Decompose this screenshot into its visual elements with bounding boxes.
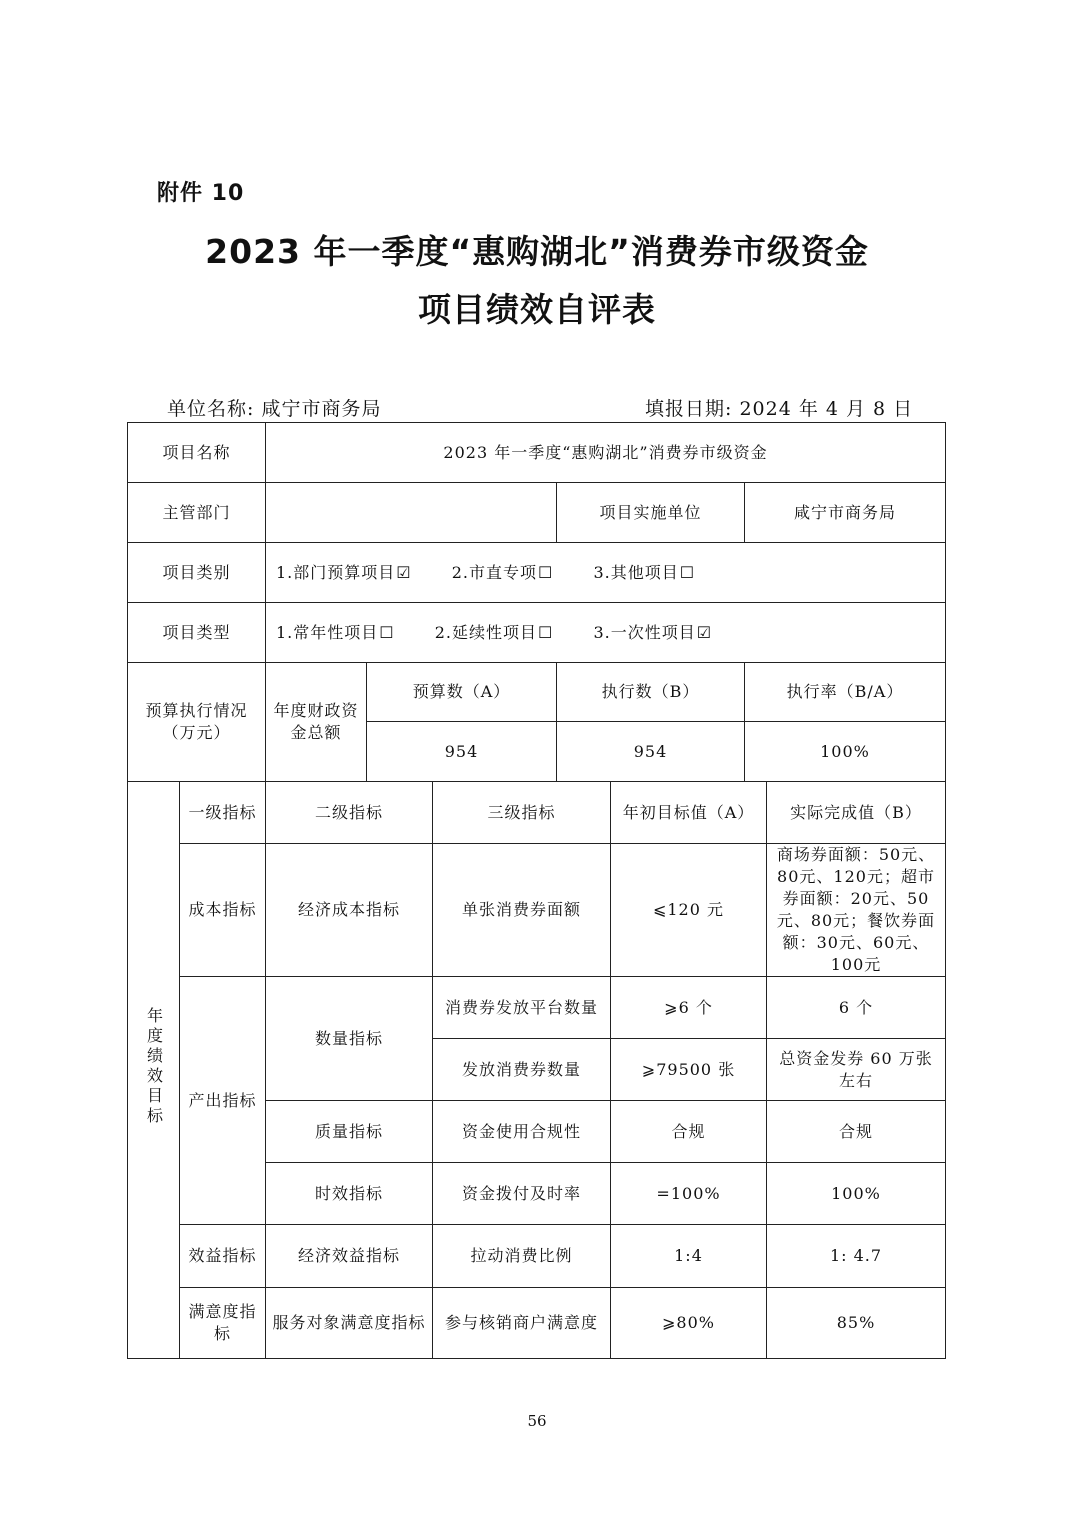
header-target: 年初目标值（A）	[611, 782, 767, 844]
performance-table	[127, 422, 946, 1359]
budget-val-b: 954	[557, 722, 745, 782]
cost-level3: 单张消费券面额	[433, 844, 611, 977]
dept-label: 主管部门	[128, 483, 266, 543]
satisfaction-target: ⩾80%	[611, 1288, 767, 1359]
checkbox-icon: ☐	[679, 562, 696, 582]
unit-name	[167, 394, 381, 421]
type-option-1: 1.常年性项目	[276, 622, 379, 642]
checked-box-icon: ☑	[396, 562, 412, 582]
row-category	[128, 543, 946, 603]
q2-level3: 发放消费券数量	[433, 1039, 611, 1101]
quality-target: 合规	[611, 1101, 767, 1163]
row-satisfaction	[128, 1288, 946, 1359]
impl-unit-value: 咸宁市商务局	[745, 483, 946, 543]
satisfaction-level3: 参与核销商户满意度	[433, 1288, 611, 1359]
cost-level2: 经济成本指标	[266, 844, 433, 977]
type-options	[266, 603, 946, 663]
time-label: 时效指标	[266, 1163, 433, 1225]
time-target: =100%	[611, 1163, 767, 1225]
impl-unit-label: 项目实施单位	[557, 483, 745, 543]
checkbox-icon: ☐	[538, 622, 554, 642]
cost-actual: 商场券面额：50元、80元、120元；超市券面额：20元、50元、80元；餐饮券面额：30元、60元、100元	[767, 844, 946, 977]
row-benefit	[128, 1225, 946, 1288]
row-type	[128, 603, 946, 663]
budget-col-a: 预算数（A）	[367, 663, 557, 722]
page-title-line2: 项目绩效自评表	[418, 290, 656, 329]
category-options	[266, 543, 946, 603]
category-option-2: 2.市直专项	[451, 562, 537, 582]
budget-col-rate: 执行率（B/A）	[745, 663, 946, 722]
satisfaction-level2: 服务对象满意度指标	[266, 1288, 433, 1359]
benefit-target: 1:4	[611, 1225, 767, 1288]
row-cost	[128, 844, 946, 977]
satisfaction-actual: 85%	[767, 1288, 946, 1359]
row-dept	[128, 483, 946, 543]
time-actual: 100%	[767, 1163, 946, 1225]
quantity-label: 数量指标	[266, 977, 433, 1101]
fill-date-label: 填报日期:	[645, 398, 733, 420]
output-level1: 产出指标	[180, 977, 266, 1225]
header-level2: 二级指标	[266, 782, 433, 844]
perf-side-text: 年度绩效目标	[144, 1007, 164, 1127]
benefit-level3: 拉动消费比例	[433, 1225, 611, 1288]
budget-label: 预算执行情况（万元）	[128, 663, 266, 782]
row-project-name	[128, 423, 946, 483]
project-name-value: 2023 年一季度“惠购湖北”消费券市级资金	[266, 423, 946, 483]
category-option-1: 1.部门预算项目	[276, 562, 396, 582]
page-number: 56	[527, 1412, 547, 1430]
perf-side-label	[128, 782, 180, 1359]
budget-val-a: 954	[367, 722, 557, 782]
benefit-actual: 1: 4.7	[767, 1225, 946, 1288]
type-option-2: 2.延续性项目	[434, 622, 537, 642]
project-name-label: 项目名称	[128, 423, 266, 483]
row-budget-header	[128, 663, 946, 722]
header-level1: 一级指标	[180, 782, 266, 844]
time-level3: 资金拨付及时率	[433, 1163, 611, 1225]
benefit-level2: 经济效益指标	[266, 1225, 433, 1288]
unit-name-label: 单位名称:	[167, 398, 255, 420]
budget-sub-label: 年度财政资金总额	[266, 663, 367, 782]
budget-col-b: 执行数（B）	[557, 663, 745, 722]
checkbox-icon: ☐	[379, 622, 395, 642]
checkbox-icon: ☐	[538, 562, 554, 582]
row-quantity-1	[128, 977, 946, 1039]
satisfaction-level1: 满意度指 标	[180, 1288, 266, 1359]
page-title-line1: 2023 年一季度“惠购湖北”消费券市级资金	[205, 232, 869, 271]
benefit-level1: 效益指标	[180, 1225, 266, 1288]
quality-label: 质量指标	[266, 1101, 433, 1163]
type-option-3: 3.一次性项目	[593, 622, 696, 642]
category-option-3: 3.其他项目	[593, 562, 679, 582]
cost-target: ⩽120 元	[611, 844, 767, 977]
q1-level3: 消费券发放平台数量	[433, 977, 611, 1039]
unit-name-value: 咸宁市商务局	[261, 398, 382, 420]
quality-actual: 合规	[767, 1101, 946, 1163]
q2-target: ⩾79500 张	[611, 1039, 767, 1101]
category-label: 项目类别	[128, 543, 266, 603]
row-perf-header	[128, 782, 946, 844]
q1-target: ⩾6 个	[611, 977, 767, 1039]
header-actual: 实际完成值（B）	[767, 782, 946, 844]
header-level3: 三级指标	[433, 782, 611, 844]
budget-val-rate: 100%	[745, 722, 946, 782]
attachment-label: 附件 10	[157, 181, 245, 206]
q1-actual: 6 个	[767, 977, 946, 1039]
fill-date-value: 2024 年 4 月 8 日	[739, 398, 914, 420]
cost-level1: 成本指标	[180, 844, 266, 977]
type-label: 项目类型	[128, 603, 266, 663]
fill-date	[645, 394, 913, 421]
q2-actual: 总资金发券 60 万张左右	[767, 1039, 946, 1101]
quality-level3: 资金使用合规性	[433, 1101, 611, 1163]
dept-value	[266, 483, 557, 543]
checked-box-icon: ☑	[696, 622, 713, 642]
